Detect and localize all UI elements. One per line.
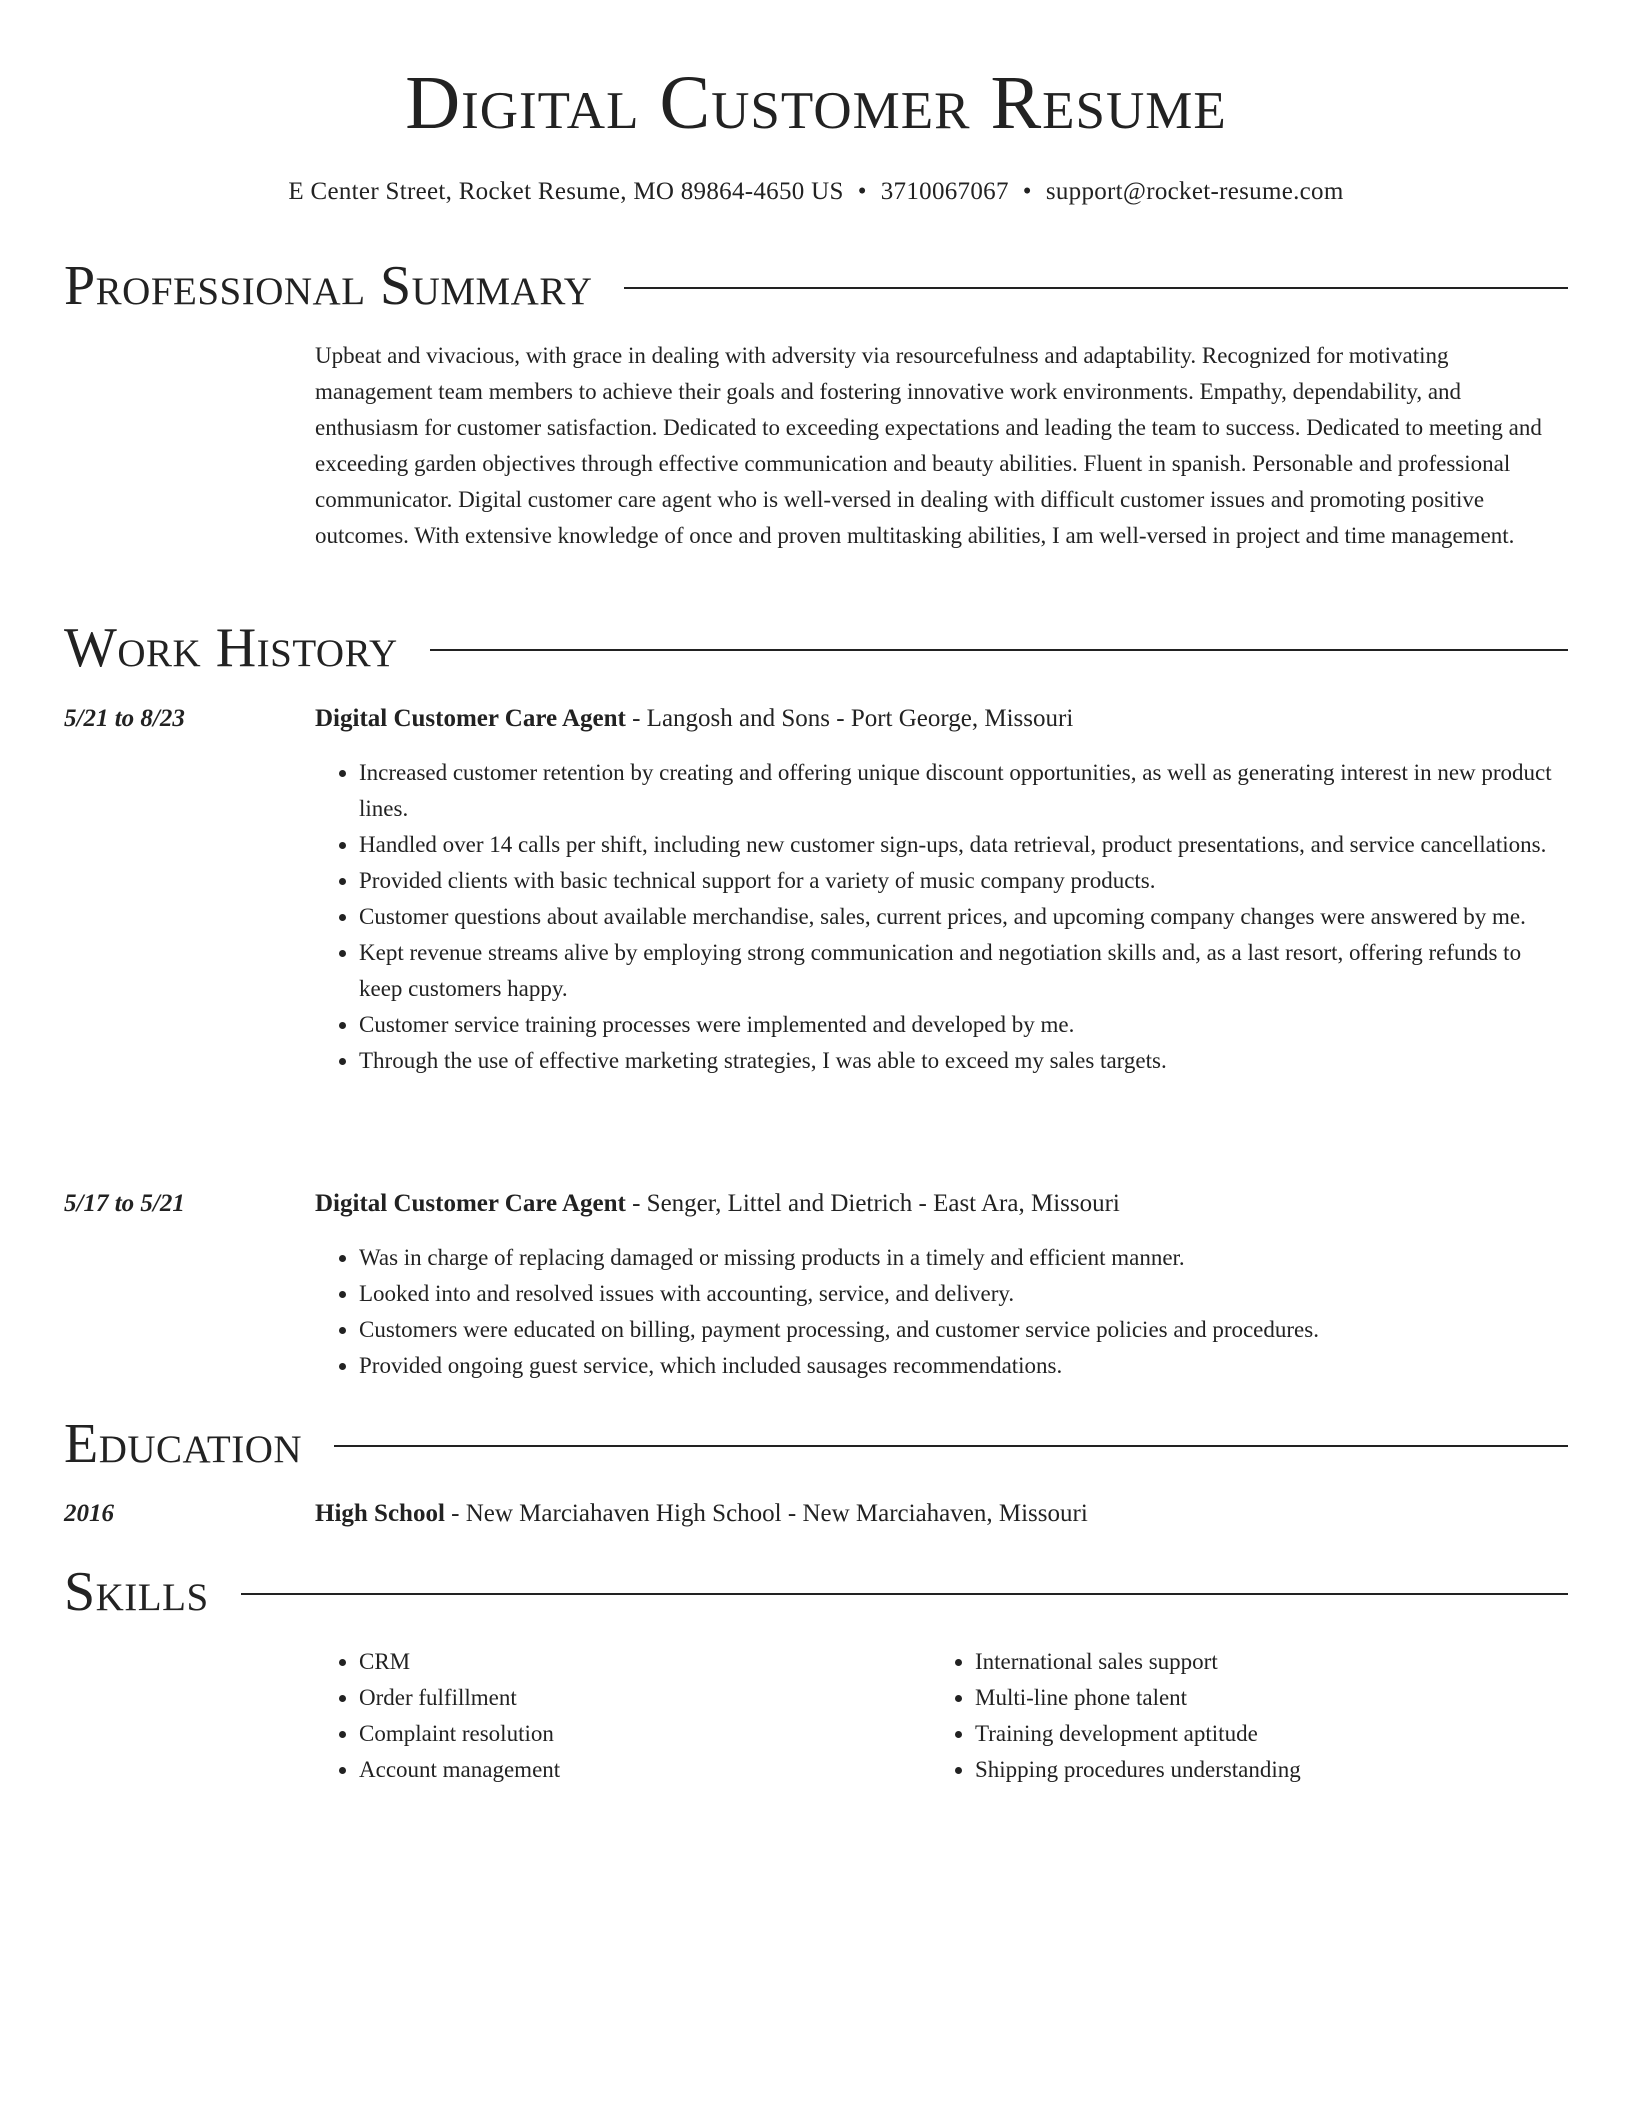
job-heading	[315, 1188, 1568, 1220]
job-employer: - Langosh and Sons - Port George, Missouri	[625, 705, 1074, 732]
section-title-skills: Skills	[64, 1561, 209, 1623]
skill-item: • Shipping procedures understanding	[975, 1752, 1568, 1788]
skill-item: • Account management	[359, 1752, 935, 1788]
skills-list-left	[315, 1644, 935, 1788]
job-role: Digital Customer Care Agent	[315, 705, 626, 732]
job-bullet: • Was in charge of replacing damaged or missing products in a timely and efficient manner.	[359, 1240, 1568, 1276]
contact-phone: 3710067067	[880, 178, 1009, 205]
education-heading	[315, 1498, 1568, 1530]
job-bullet-list	[315, 755, 1568, 1079]
section-header-summary	[64, 254, 1568, 318]
contact-separator: •	[1022, 178, 1032, 205]
contact-separator: •	[857, 178, 867, 205]
job-bullet: • Looked into and resolved issues with accounting, service, and delivery.	[359, 1276, 1568, 1312]
summary-text: Upbeat and vivacious, with grace in dealing with adversity via resourcefulness and adaptability. Recognized for motivating management team members to achieve their goals and fostering innovative work environments. Empathy, dependability, and enthusiasm for customer satisfaction. Dedicated to exceeding expectations and leading the team to success. Dedicated to meeting and exceeding garden objectives through effective communication and beauty abilities. Fluent in spanish. Personable and professional communicator. Digital customer care agent who is well-versed in dealing with difficult customer issues and promoting positive outcomes. With extensive knowledge of once and proven multitasking abilities, I am well-versed in project and time management.	[315, 343, 1542, 548]
education-year: 2016	[64, 1500, 114, 1527]
education-school: - New Marciahaven High School - New Marciahaven, Missouri	[444, 1500, 1088, 1527]
skill-item: • International sales support	[975, 1644, 1568, 1680]
job-bullet-list	[315, 1240, 1568, 1384]
job-bullet: • Provided ongoing guest service, which included sausages recommendations.	[359, 1348, 1568, 1384]
education-degree: High School	[315, 1500, 445, 1527]
skill-item: • Training development aptitude	[975, 1716, 1568, 1752]
contact-line	[64, 176, 1568, 208]
job-bullet: • Customer questions about available merchandise, sales, current prices, and upcoming company changes were answered by me.	[359, 899, 1568, 935]
section-divider	[334, 1445, 1568, 1447]
section-divider	[430, 649, 1568, 651]
job-bullet: • Kept revenue streams alive by employing strong communication and negotiation skills and, as a last resort, offering refunds to keep customers happy.	[359, 935, 1568, 1007]
skill-item: • Complaint resolution	[359, 1716, 935, 1752]
job-bullet: • Provided clients with basic technical support for a variety of music company products.	[359, 863, 1568, 899]
skills-list-right	[931, 1644, 1568, 1788]
skill-item: • Order fulfillment	[359, 1680, 935, 1716]
job-bullet: • Handled over 14 calls per shift, including new customer sign-ups, data retrieval, product presentations, and service cancellations.	[359, 827, 1568, 863]
section-title-summary: Professional Summary	[64, 255, 593, 317]
skill-item: • Multi-line phone talent	[975, 1680, 1568, 1716]
contact-address: E Center Street, Rocket Resume, MO 89864-4650 US	[288, 178, 844, 205]
job-bullet: • Customer service training processes were implemented and developed by me.	[359, 1007, 1568, 1043]
section-header-skills	[64, 1560, 1568, 1624]
job-role: Digital Customer Care Agent	[315, 1190, 626, 1217]
job-employer: - Senger, Littel and Dietrich - East Ara, Missouri	[625, 1190, 1120, 1217]
job-bullet: • Customers were educated on billing, payment processing, and customer service policies and procedures.	[359, 1312, 1568, 1348]
job-dates: 5/21 to 8/23	[64, 705, 185, 732]
section-header-work-history	[64, 616, 1568, 680]
contact-email: support@rocket-resume.com	[1045, 178, 1344, 205]
resume-name: Digital Customer Resume	[405, 61, 1227, 145]
job-bullet: • Increased customer retention by creating and offering unique discount opportunities, as well as generating interest in new product lines.	[359, 755, 1568, 827]
section-header-education	[64, 1412, 1568, 1476]
section-divider	[241, 1593, 1568, 1595]
job-heading	[315, 703, 1568, 735]
section-title-work-history: Work History	[64, 617, 398, 679]
job-bullet: • Through the use of effective marketing strategies, I was able to exceed my sales targets.	[359, 1043, 1568, 1079]
section-divider	[624, 287, 1568, 289]
section-title-education: Education	[64, 1413, 303, 1475]
job-dates: 5/17 to 5/21	[64, 1190, 185, 1217]
skill-item: • CRM	[359, 1644, 935, 1680]
